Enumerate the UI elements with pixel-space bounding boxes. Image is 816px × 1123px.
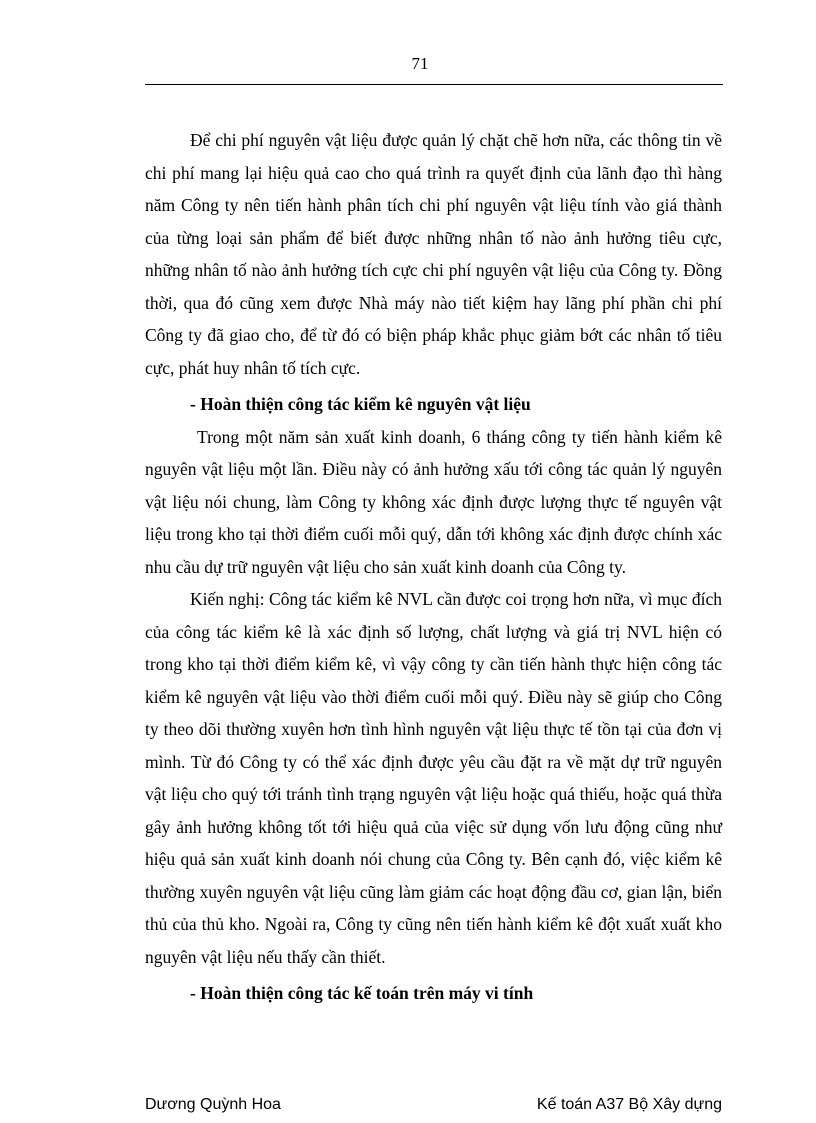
paragraph-recommendation: Kiến nghị: Công tác kiểm kê NVL cần được coi trọng hơn nữa, vì mục đích của công tác kiểm kê là xác định số lượng, chất lượng và giá trị NVL hiện có trong kho tại thời điểm kiểm kê, vì vậy công ty cần tiến hành thực hiện công tác kiểm kê nguyên vật liệu vào thời điểm cuối mỗi quý. Điều này sẽ giúp cho Công ty theo dõi thường xuyên hơn tình hình nguyên vật liệu thực tế tồn tại của đơn vị mình. Từ đó Công ty có thể xác định được yêu cầu đặt ra về mặt dự trữ nguyên vật liệu cho quý tới tránh tình trạng nguyên vật liệu hoặc quá thiếu, hoặc quá thừa gây ảnh hưởng không tốt tới hiệu quả của việc sử dụng vốn lưu động cũng như hiệu quả sản xuất kinh doanh nói chung của Công ty. Bên cạnh đó, việc kiểm kê thường xuyên nguyên vật liệu cũng làm giảm các hoạt động đầu cơ, gian lận, biển thủ của thủ kho. Ngoài ra, Công ty cũng nên tiến hành kiểm kê đột xuất xuất kho nguyên vật liệu nếu thấy cần thiết. — [145, 589, 722, 967]
section-heading-computer-accounting: - Hoàn thiện công tác kế toán trên máy vi tính — [190, 983, 534, 1003]
footer-author: Dương Quỳnh Hoa — [145, 1096, 281, 1113]
section-heading-inventory: - Hoàn thiện công tác kiểm kê nguyên vật liệu — [190, 394, 531, 414]
page-footer — [145, 1096, 722, 1114]
footer-class-info: Kế toán A37 Bộ Xây dựng — [536, 1096, 722, 1113]
header-divider — [145, 84, 723, 85]
paragraph-cost-analysis: Để chi phí nguyên vật liệu được quản lý chặt chẽ hơn nữa, các thông tin về chi phí mang lại hiệu quả cao cho quá trình ra quyết định của lãnh đạo thì hàng năm Công ty nên tiến hành phân tích chi phí nguyên vật liệu tính vào giá thành của từng loại sản phẩm để biết được những nhân tố nào ảnh hưởng tiêu cực, những nhân tố nào ảnh hưởng tích cực chi phí nguyên vật liệu của Công ty. Đồng thời, qua đó cũng xem được Nhà máy nào tiết kiệm hay lãng phí phần chi phí Công ty đã giao cho, để từ đó có biện pháp khắc phục giảm bớt các nhân tố tiêu cực, phát huy nhân tố tích cực. — [145, 130, 722, 378]
document-body — [145, 124, 722, 1010]
page-number: 71 — [411, 54, 429, 73]
paragraph-inventory-current: Trong một năm sản xuất kinh doanh, 6 tháng công ty tiến hành kiểm kê nguyên vật liệu một lần. Điều này có ảnh hưởng xấu tới công tác quản lý nguyên vật liệu nói chung, làm Công ty không xác định được lượng thực tế nguyên vật liệu trong kho tại thời điểm cuối mỗi quý, dẫn tới không xác định được chính xác nhu cầu dự trữ nguyên vật liệu cho sản xuất kinh doanh của Công ty. — [145, 426, 722, 577]
